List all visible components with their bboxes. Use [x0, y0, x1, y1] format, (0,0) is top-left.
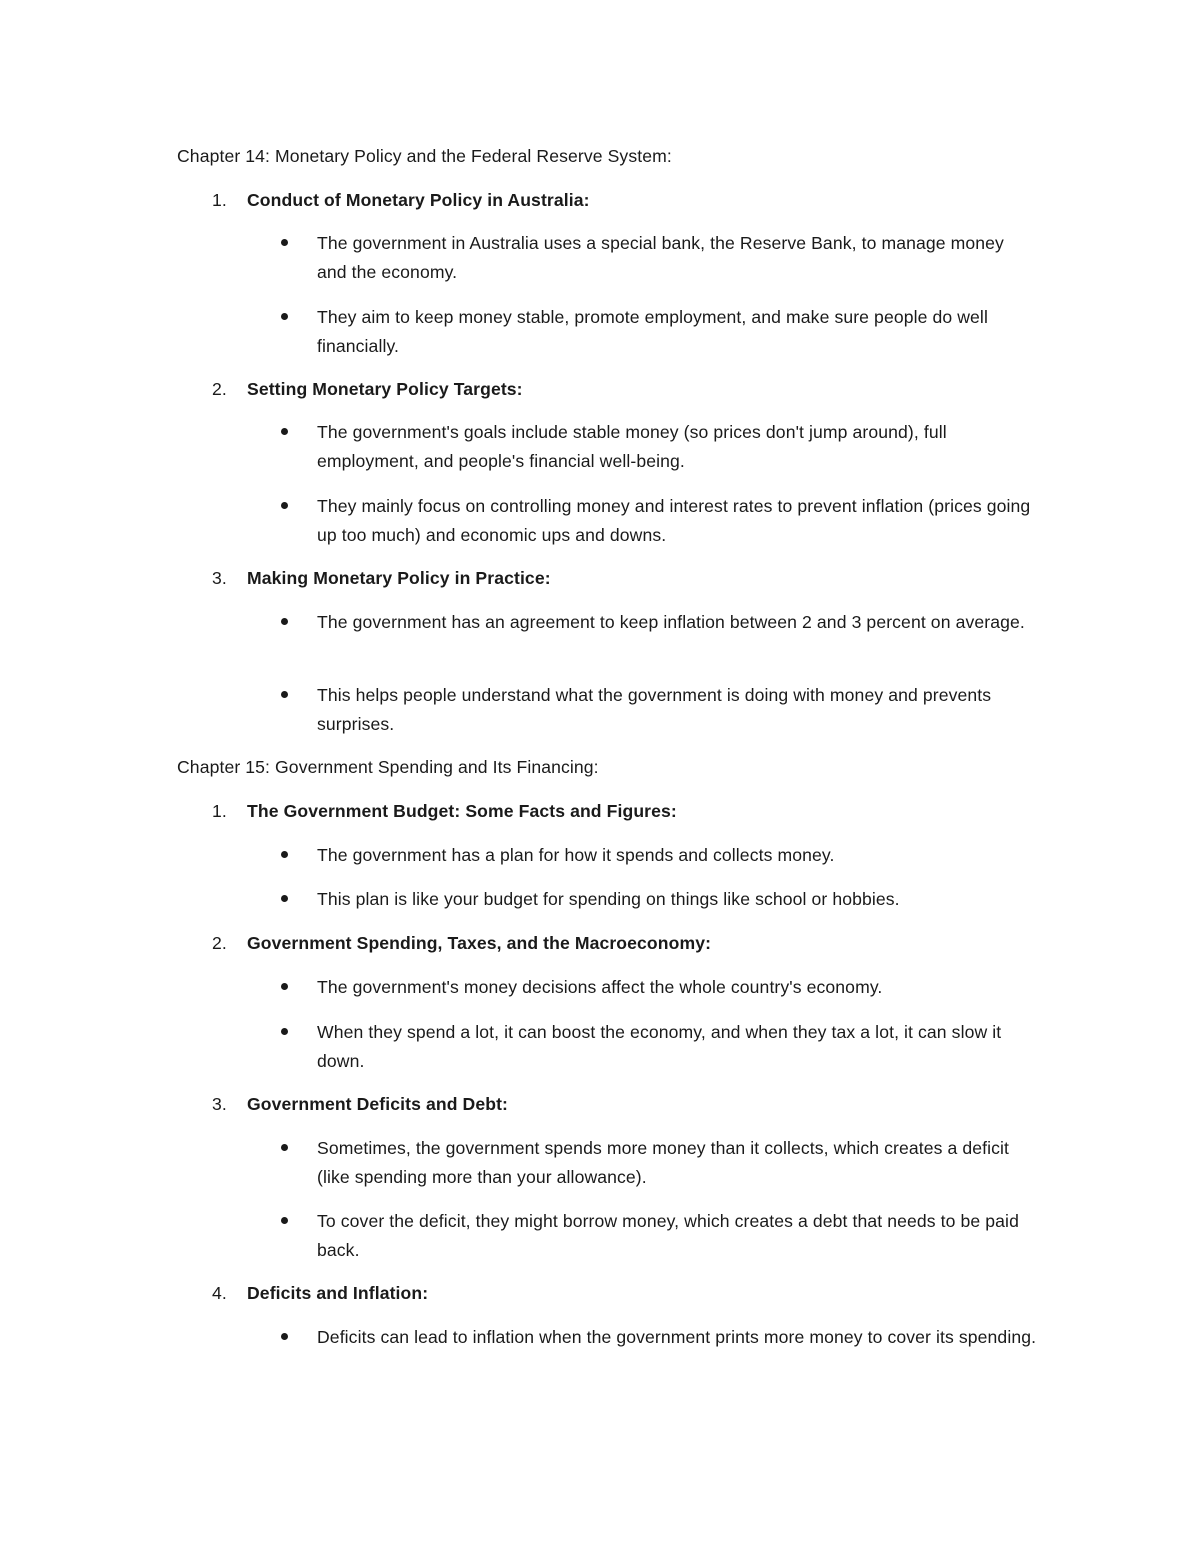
bullet-icon [281, 239, 288, 246]
bullet-text: Deficits can lead to inflation when the government prints more money to cover its spending. [317, 1327, 1037, 1347]
section-heading-text: Government Deficits and Debt: [247, 1094, 508, 1114]
section-number: 3. [212, 1094, 227, 1114]
section-number: 2. [212, 933, 227, 953]
bullet-item [317, 418, 1037, 476]
section-number: 3. [212, 568, 227, 588]
bullet-item [317, 1323, 1037, 1352]
bullet-icon [281, 1217, 288, 1224]
bullet-icon [281, 1333, 288, 1340]
bullet-icon [281, 691, 288, 698]
section-number: 1. [212, 801, 227, 821]
section-heading [212, 375, 523, 404]
section-heading [212, 1279, 428, 1308]
bullet-text: Sometimes, the government spends more money than it collects, which creates a deficit (like spending more than your allowance). [317, 1138, 1010, 1187]
bullet-item [317, 608, 1037, 637]
bullet-item [317, 303, 1037, 361]
section-number: 4. [212, 1283, 227, 1303]
section-heading [212, 186, 590, 215]
bullet-icon [281, 983, 288, 990]
bullet-item [317, 492, 1037, 550]
bullet-icon [281, 851, 288, 858]
chapter-title: Chapter 15: Government Spending and Its Financing: [177, 757, 599, 777]
bullet-icon [281, 428, 288, 435]
section-heading [212, 797, 677, 826]
section-number: 1. [212, 190, 227, 210]
bullet-text: They aim to keep money stable, promote employment, and make sure people do well financially. [317, 307, 988, 356]
bullet-icon [281, 313, 288, 320]
section-heading-text: Making Monetary Policy in Practice: [247, 568, 551, 588]
section-heading [212, 1090, 508, 1119]
bullet-icon [281, 1144, 288, 1151]
bullet-icon [281, 1028, 288, 1035]
chapter-title: Chapter 14: Monetary Policy and the Federal Reserve System: [177, 146, 672, 166]
bullet-text: This helps people understand what the government is doing with money and prevents surprises. [317, 685, 992, 734]
bullet-icon [281, 502, 288, 509]
bullet-icon [281, 618, 288, 625]
section-heading-text: Deficits and Inflation: [247, 1283, 429, 1303]
bullet-text: To cover the deficit, they might borrow money, which creates a debt that needs to be paid back. [317, 1211, 1019, 1260]
bullet-text: This plan is like your budget for spending on things like school or hobbies. [317, 889, 900, 909]
bullet-text: The government has a plan for how it spends and collects money. [317, 845, 835, 865]
section-number: 2. [212, 379, 227, 399]
bullet-item [317, 1018, 1037, 1076]
section-heading-text: Government Spending, Taxes, and the Macroeconomy: [247, 933, 712, 953]
section-heading-text: Conduct of Monetary Policy in Australia: [247, 190, 590, 210]
bullet-text: The government's goals include stable money (so prices don't jump around), full employment, and people's financial well-being. [317, 422, 947, 471]
bullet-item [317, 885, 1037, 914]
bullet-item [317, 229, 1037, 287]
bullet-icon [281, 895, 288, 902]
bullet-item [317, 841, 1037, 870]
section-heading-text: Setting Monetary Policy Targets: [247, 379, 523, 399]
bullet-item [317, 973, 1037, 1002]
section-heading-text: The Government Budget: Some Facts and Figures: [247, 801, 677, 821]
bullet-text: The government has an agreement to keep inflation between 2 and 3 percent on average. [317, 612, 1025, 632]
section-heading [212, 929, 711, 958]
bullet-item [317, 681, 1037, 739]
bullet-item [317, 1134, 1037, 1192]
bullet-text: The government in Australia uses a special bank, the Reserve Bank, to manage money and the economy. [317, 233, 1004, 282]
bullet-text: The government's money decisions affect the whole country's economy. [317, 977, 883, 997]
bullet-item [317, 1207, 1037, 1265]
bullet-text: When they spend a lot, it can boost the economy, and when they tax a lot, it can slow it down. [317, 1022, 1002, 1071]
bullet-text: They mainly focus on controlling money and interest rates to prevent inflation (prices going up too much) and economic ups and downs. [317, 496, 1031, 545]
section-heading [212, 564, 551, 593]
